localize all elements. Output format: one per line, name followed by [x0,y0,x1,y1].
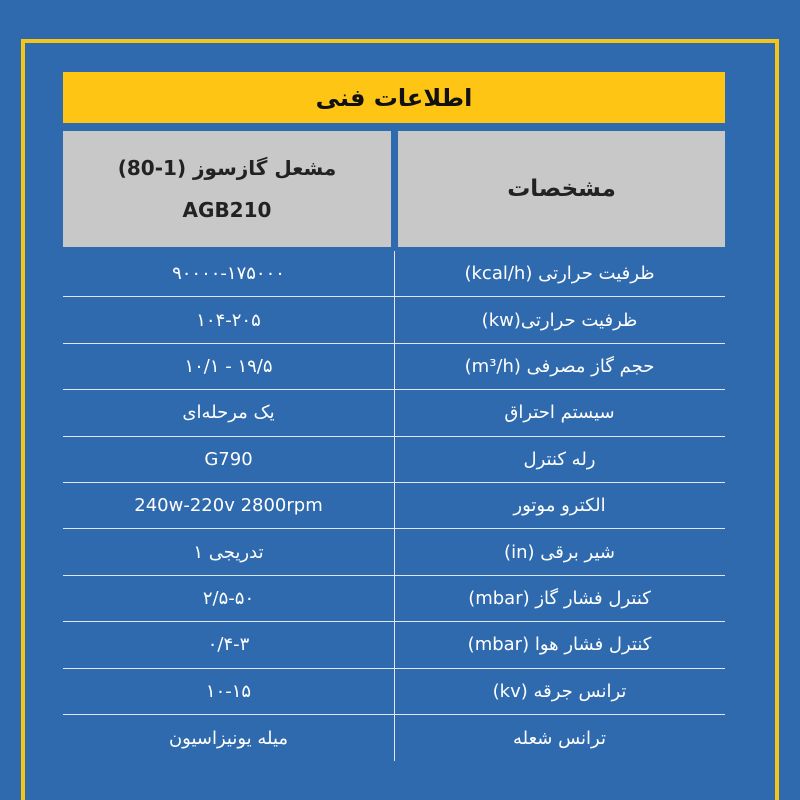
table-row [63,669,725,715]
spec-label: ترانس جرقه (kv) [492,680,627,702]
table-row [63,390,725,436]
spec-label: رله کنترل [523,448,596,470]
column-divider [394,622,395,667]
page-title: اطلاعات فنی [63,72,725,123]
spec-label: کنترل فشار هوا (mbar) [467,634,652,656]
table-row [63,297,725,343]
column-divider [394,297,395,342]
spec-value: 240w-220v 2800rpm [134,495,323,517]
table-row [63,483,725,529]
column-divider [394,483,395,528]
column-divider [394,251,395,296]
column-divider [394,390,395,435]
spec-label: سیستم احتراق [504,402,615,424]
product-header [63,131,391,247]
column-divider [394,669,395,714]
spec-value: ۰/۴-۳ [207,634,250,656]
spec-column-header: مشخصات [398,131,725,247]
spec-value: G790 [204,448,253,470]
column-divider [394,437,395,482]
table-row [63,715,725,761]
spec-value: ۱۰۴-۲۰۵ [196,309,261,331]
column-divider [394,529,395,574]
column-divider [394,344,395,389]
column-divider [394,715,395,761]
spec-value: ۱۰-۱۵ [205,680,252,702]
spec-value: ۱۰/۱ - ۱۹/۵ [184,355,273,377]
column-divider [394,576,395,621]
spec-label: ترانس شعله [513,727,606,749]
spec-label: حجم گاز مصرفی (m³/h) [464,355,655,377]
table-row [63,622,725,668]
spec-value: یک مرحله‌ای [182,402,275,424]
spec-label: کنترل فشار گاز (mbar) [468,587,651,609]
table-row [63,344,725,390]
spec-label: ظرفیت حرارتی (kcal/h) [464,263,655,285]
table-row [63,251,725,297]
product-model: AGB210 [182,198,272,222]
table-row [63,437,725,483]
spec-label: شیر برقی (in) [504,541,615,563]
spec-value: میله یونیزاسیون [168,727,289,749]
spec-value: ۹۰۰۰۰-۱۷۵۰۰۰ [172,263,285,285]
spec-label: ظرفیت حرارتی(kw) [481,309,638,331]
table-row [63,529,725,575]
spec-label: الکترو موتور [513,495,606,517]
product-name: مشعل گازسوز (1-80) [117,156,337,180]
spec-value: ۲/۵-۵۰ [202,587,255,609]
table-row [63,576,725,622]
spec-value: تدریجی ۱ [193,541,264,563]
spec-table [63,251,725,761]
